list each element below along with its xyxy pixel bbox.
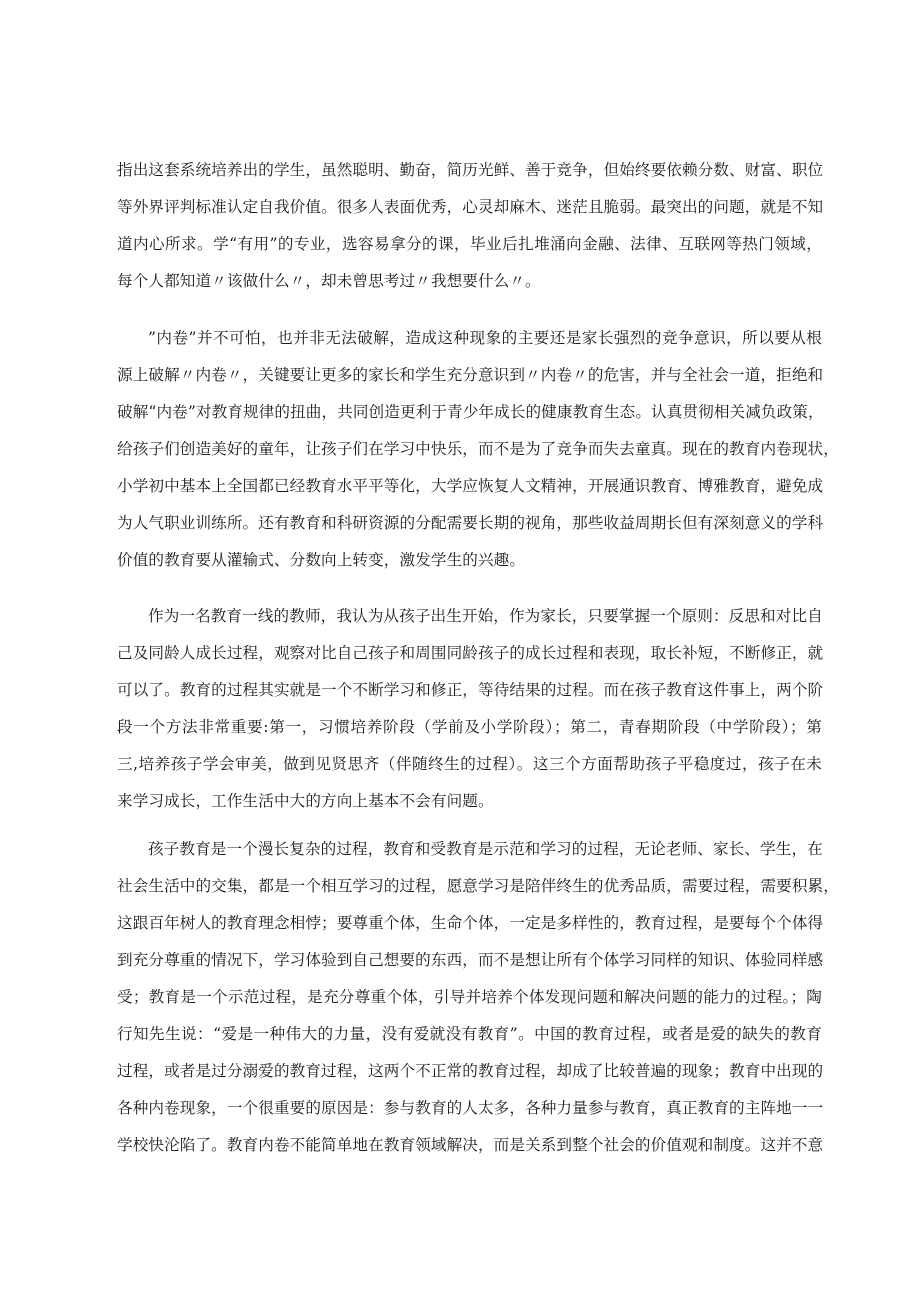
paragraph-line: 可以了。教育的过程其实就是一个不断学习和修正，等待结果的过程。而在孩子教育这件事上，两个阶 bbox=[117, 681, 824, 699]
paragraph-line: 为人气职业训练所。还有教育和科研资源的分配需要长期的视角，那些收益周期长但有深刻意义的学科 bbox=[117, 514, 824, 532]
paragraph-line: ”内卷”并不可怕，也并非无法破解，造成这种现象的主要还是家长强烈的竞争意识，所以要从根 bbox=[148, 329, 822, 347]
paragraph-line: 这跟百年树人的教育理念相悖；要尊重个体，生命个体，一定是多样性的，教育过程，是要每个个体得 bbox=[117, 914, 824, 932]
paragraph-1 bbox=[117, 152, 822, 300]
paragraph-line: 行知先生说：“爱是一种伟大的力量，没有爱就没有教育”。中国的教育过程，或者是爱的缺失的教育 bbox=[117, 1025, 822, 1043]
paragraph-line: 三,培养孩子学会审美，做到见贤思齐（伴随终生的过程）。这三个方面帮助孩子平稳度过，孩子在未 bbox=[117, 755, 822, 773]
paragraph-line: 给孩子们创造美好的童年，让孩子们在学习中快乐，而不是为了竞争而失去童真。现在的教育内卷现状， bbox=[117, 440, 839, 458]
paragraph-line: 段一个方法非常重要:第一，习惯培养阶段（学前及小学阶段）；第二，青春期阶段（中学阶段）；第 bbox=[117, 718, 822, 736]
paragraph-2 bbox=[117, 320, 839, 579]
paragraph-line: 己及同龄人成长过程，观察对比自己孩子和周围同龄孩子的成长过程和表现，取长补短，不断修正，就 bbox=[117, 644, 824, 662]
paragraph-line: 社会生活中的交集，都是一个相互学习的过程，愿意学习是陪伴终生的优秀品质，需要过程，需要积累， bbox=[117, 877, 839, 895]
paragraph-line: 等外界评判标准认定自我价值。很多人表面优秀，心灵却麻木、迷茫且脆弱。最突出的问题，就是不知 bbox=[117, 198, 824, 216]
paragraph-line: 每个人都知道〃该做什么〃，却未曾思考过〃我想要什么〃。 bbox=[117, 272, 541, 290]
paragraph-line: 各种内卷现象，一个很重要的原因是：参与教育的人太多，各种力量参与教育，真正教育的主阵地一一 bbox=[117, 1099, 824, 1117]
paragraph-line: 小学初中基本上全国都已经教育水平平等化，大学应恢复人文精神，开展通识教育、博雅教育，避免成 bbox=[117, 477, 824, 495]
paragraph-line: 指出这套系统培养出的学生，虽然聪明、勤奋，简历光鲜、善于竞争，但始终要依赖分数、财富、职位 bbox=[117, 161, 824, 179]
paragraph-line: 受；教育是一个示范过程，是充分尊重个体，引导并培养个体发现问题和解决问题的能力的过程。；陶 bbox=[117, 988, 822, 1006]
paragraph-3 bbox=[117, 598, 822, 820]
paragraph-line: 到充分尊重的情况下，学习体验到自己想要的东西，而不是想让所有个体学习同样的知识、体验同样感 bbox=[117, 951, 824, 969]
paragraph-line: 孩子教育是一个漫长复杂的过程，教育和受教育是示范和学习的过程，无论老师、家长、学生，在 bbox=[148, 840, 823, 858]
paragraph-line: 来学习成长，工作生活中大的方向上基本不会有问题。 bbox=[117, 792, 494, 810]
paragraph-4 bbox=[117, 831, 839, 1164]
paragraph-line: 破解“内卷”对教育规律的扭曲，共同创造更利于青少年成长的健康教育生态。认真贯彻相关减负政策， bbox=[117, 403, 824, 421]
paragraph-line: 学校快沦陷了。教育内卷不能简单地在教育领域解决，而是关系到整个社会的价值观和制度。这并不意 bbox=[117, 1136, 824, 1154]
paragraph-line: 价值的教育要从灌输式、分数向上转变，激发学生的兴趣。 bbox=[117, 551, 526, 569]
paragraph-line: 作为一名教育一线的教师，我认为从孩子出生开始，作为家长，只要掌握一个原则：反思和对比自 bbox=[148, 607, 823, 625]
paragraph-line: 道内心所求。学“有用”的专业，选容易拿分的课，毕业后扎堆涌向金融、法律、互联网等热门领域， bbox=[117, 235, 822, 253]
paragraph-line: 源上破解〃内卷〃，关键要让更多的家长和学生充分意识到〃内卷〃的危害，并与全社会一道，拒绝和 bbox=[117, 366, 824, 384]
paragraph-line: 过程，或者是过分溺爱的教育过程，这两个不正常的教育过程，却成了比较普遍的现象；教育中出现的 bbox=[117, 1062, 824, 1080]
